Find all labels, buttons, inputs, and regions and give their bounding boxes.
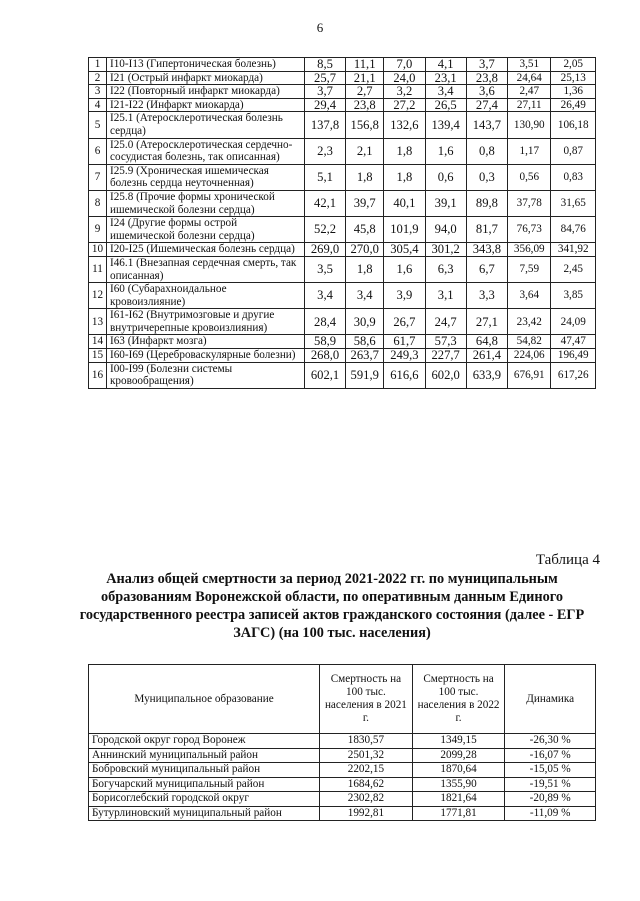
value-cell: 28,4	[304, 309, 345, 335]
value-cell: 3,4	[304, 283, 345, 309]
value-cell: 305,4	[384, 243, 425, 257]
value-cell: 1,17	[508, 138, 551, 164]
table-row	[89, 362, 596, 388]
value-cell: 3,7	[466, 58, 507, 72]
row-number: 13	[89, 309, 107, 335]
value-cell: 156,8	[346, 112, 384, 138]
value-cell: 81,7	[466, 217, 507, 243]
value-cell: 143,7	[466, 112, 507, 138]
row-number: 6	[89, 138, 107, 164]
table-row	[89, 138, 596, 164]
cause-name: I25.9 (Хроническая ишемическая болезнь сердца неуточненная)	[106, 164, 304, 190]
value-cell: 2,05	[551, 58, 596, 72]
value-cell: 3,1	[425, 283, 466, 309]
value-cell: 263,7	[346, 349, 384, 363]
row-number: 7	[89, 164, 107, 190]
value-cell: 27,4	[466, 98, 507, 112]
value-cell: 6,3	[425, 256, 466, 282]
value-cell: 21,1	[346, 71, 384, 85]
mortality-2021: 1992,81	[320, 806, 413, 821]
cause-name: I24 (Другие формы острой ишемической болезни сердца)	[106, 217, 304, 243]
cause-name: I25.8 (Прочие формы хронической ишемической болезни сердца)	[106, 190, 304, 216]
value-cell: 132,6	[384, 112, 425, 138]
table-row	[89, 763, 596, 778]
value-cell: 37,78	[508, 190, 551, 216]
value-cell: 268,0	[304, 349, 345, 363]
value-cell: 26,7	[384, 309, 425, 335]
table-row	[89, 71, 596, 85]
table-header-row	[89, 665, 596, 734]
value-cell: 23,1	[425, 71, 466, 85]
table-row	[89, 85, 596, 99]
value-cell: 24,64	[508, 71, 551, 85]
value-cell: 26,49	[551, 98, 596, 112]
mortality-2022: 1821,64	[412, 792, 505, 807]
value-cell: 0,8	[466, 138, 507, 164]
row-number: 16	[89, 362, 107, 388]
row-number: 5	[89, 112, 107, 138]
cause-name: I10-I13 (Гипертоническая болезнь)	[106, 58, 304, 72]
cause-name: I60 (Субарахноидальное кровоизлияние)	[106, 283, 304, 309]
dynamics: -20,89 %	[505, 792, 596, 807]
value-cell: 26,5	[425, 98, 466, 112]
value-cell: 3,6	[466, 85, 507, 99]
value-cell: 94,0	[425, 217, 466, 243]
cause-name: I63 (Инфаркт мозга)	[106, 335, 304, 349]
value-cell: 602,0	[425, 362, 466, 388]
value-cell: 1,8	[384, 164, 425, 190]
value-cell: 1,36	[551, 85, 596, 99]
table-row	[89, 112, 596, 138]
value-cell: 3,5	[304, 256, 345, 282]
row-number: 12	[89, 283, 107, 309]
dynamics: -26,30 %	[505, 734, 596, 749]
value-cell: 0,56	[508, 164, 551, 190]
table-row	[89, 349, 596, 363]
value-cell: 8,5	[304, 58, 345, 72]
value-cell: 356,09	[508, 243, 551, 257]
mortality-2021: 2501,32	[320, 748, 413, 763]
header-municipality: Муниципальное образование	[89, 665, 320, 734]
value-cell: 76,73	[508, 217, 551, 243]
value-cell: 101,9	[384, 217, 425, 243]
cause-name: I21 (Острый инфаркт миокарда)	[106, 71, 304, 85]
value-cell: 3,7	[304, 85, 345, 99]
value-cell: 2,7	[346, 85, 384, 99]
value-cell: 0,83	[551, 164, 596, 190]
value-cell: 27,1	[466, 309, 507, 335]
value-cell: 0,87	[551, 138, 596, 164]
header-mortality-2022: Смертность на 100 тыс. населения в 2022 г.	[412, 665, 505, 734]
dynamics: -15,05 %	[505, 763, 596, 778]
value-cell: 676,91	[508, 362, 551, 388]
value-cell: 1,8	[346, 256, 384, 282]
value-cell: 2,45	[551, 256, 596, 282]
cause-name: I25.1 (Атеросклеротическая болезнь сердца)	[106, 112, 304, 138]
value-cell: 3,64	[508, 283, 551, 309]
value-cell: 24,09	[551, 309, 596, 335]
row-number: 2	[89, 71, 107, 85]
table-label: Таблица 4	[535, 552, 600, 568]
mortality-2021: 2202,15	[320, 763, 413, 778]
table-title: Анализ общей смертности за период 2021-2022 гг. по муниципальным образованиям Воронежской области, по оперативным данным Единого государственного реестра записей актов гражданского состояния (далее - ЕГР ЗАГС) (на 100 тыс. населения)	[79, 571, 585, 641]
value-cell: 0,6	[425, 164, 466, 190]
value-cell: 25,7	[304, 71, 345, 85]
value-cell: 249,3	[384, 349, 425, 363]
value-cell: 61,7	[384, 335, 425, 349]
value-cell: 2,3	[304, 138, 345, 164]
table-row	[89, 283, 596, 309]
value-cell: 2,47	[508, 85, 551, 99]
value-cell: 25,13	[551, 71, 596, 85]
value-cell: 227,7	[425, 349, 466, 363]
value-cell: 106,18	[551, 112, 596, 138]
value-cell: 23,42	[508, 309, 551, 335]
value-cell: 1,8	[346, 164, 384, 190]
value-cell: 3,4	[425, 85, 466, 99]
value-cell: 29,4	[304, 98, 345, 112]
value-cell: 54,82	[508, 335, 551, 349]
value-cell: 27,11	[508, 98, 551, 112]
value-cell: 270,0	[346, 243, 384, 257]
value-cell: 89,8	[466, 190, 507, 216]
value-cell: 24,7	[425, 309, 466, 335]
value-cell: 58,6	[346, 335, 384, 349]
row-number: 4	[89, 98, 107, 112]
municipality-name: Бутурлиновский муниципальный район	[89, 806, 320, 821]
municipality-name: Борисоглебский городской округ	[89, 792, 320, 807]
value-cell: 261,4	[466, 349, 507, 363]
dynamics: -19,51 %	[505, 777, 596, 792]
value-cell: 11,1	[346, 58, 384, 72]
value-cell: 64,8	[466, 335, 507, 349]
table-row	[89, 217, 596, 243]
table-row	[89, 309, 596, 335]
value-cell: 633,9	[466, 362, 507, 388]
table-row	[89, 243, 596, 257]
value-cell: 84,76	[551, 217, 596, 243]
municipal-mortality-table	[88, 664, 596, 821]
value-cell: 39,7	[346, 190, 384, 216]
row-number: 15	[89, 349, 107, 363]
mortality-2022: 1349,15	[412, 734, 505, 749]
value-cell: 39,1	[425, 190, 466, 216]
value-cell: 616,6	[384, 362, 425, 388]
row-number: 1	[89, 58, 107, 72]
dynamics: -11,09 %	[505, 806, 596, 821]
value-cell: 343,8	[466, 243, 507, 257]
value-cell: 40,1	[384, 190, 425, 216]
table-row	[89, 58, 596, 72]
table-row	[89, 98, 596, 112]
mortality-2021: 1830,57	[320, 734, 413, 749]
value-cell: 617,26	[551, 362, 596, 388]
value-cell: 24,0	[384, 71, 425, 85]
value-cell: 23,8	[466, 71, 507, 85]
mortality-2022: 1870,64	[412, 763, 505, 778]
dynamics: -16,07 %	[505, 748, 596, 763]
value-cell: 2,1	[346, 138, 384, 164]
row-number: 3	[89, 85, 107, 99]
value-cell: 1,8	[384, 138, 425, 164]
row-number: 8	[89, 190, 107, 216]
value-cell: 5,1	[304, 164, 345, 190]
table-row	[89, 777, 596, 792]
mortality-by-cause-table	[88, 57, 596, 389]
value-cell: 1,6	[425, 138, 466, 164]
cause-name: I61-I62 (Внутримозговые и другие внутричерепные кровоизлияния)	[106, 309, 304, 335]
table-row	[89, 806, 596, 821]
header-mortality-2021: Смертность на 100 тыс. населения в 2021 г.	[320, 665, 413, 734]
value-cell: 3,2	[384, 85, 425, 99]
mortality-2022: 1355,90	[412, 777, 505, 792]
row-number: 11	[89, 256, 107, 282]
value-cell: 58,9	[304, 335, 345, 349]
municipality-name: Богучарский муниципальный район	[89, 777, 320, 792]
value-cell: 0,3	[466, 164, 507, 190]
cause-name: I22 (Повторный инфаркт миокарда)	[106, 85, 304, 99]
value-cell: 139,4	[425, 112, 466, 138]
cause-name: I20-I25 (Ишемическая болезнь сердца)	[106, 243, 304, 257]
table-row	[89, 734, 596, 749]
value-cell: 23,8	[346, 98, 384, 112]
value-cell: 224,06	[508, 349, 551, 363]
value-cell: 30,9	[346, 309, 384, 335]
value-cell: 7,0	[384, 58, 425, 72]
municipality-name: Городской округ город Воронеж	[89, 734, 320, 749]
table-row	[89, 256, 596, 282]
mortality-2022: 1771,81	[412, 806, 505, 821]
value-cell: 3,51	[508, 58, 551, 72]
header-dynamics: Динамика	[505, 665, 596, 734]
municipality-name: Аннинский муниципальный район	[89, 748, 320, 763]
cause-name: I25.0 (Атеросклеротическая сердечно-сосудистая болезнь, так описанная)	[106, 138, 304, 164]
mortality-2022: 2099,28	[412, 748, 505, 763]
value-cell: 3,9	[384, 283, 425, 309]
value-cell: 341,92	[551, 243, 596, 257]
value-cell: 301,2	[425, 243, 466, 257]
value-cell: 130,90	[508, 112, 551, 138]
cause-name: I00-I99 (Болезни системы кровообращения)	[106, 362, 304, 388]
value-cell: 137,8	[304, 112, 345, 138]
value-cell: 591,9	[346, 362, 384, 388]
value-cell: 52,2	[304, 217, 345, 243]
value-cell: 42,1	[304, 190, 345, 216]
value-cell: 57,3	[425, 335, 466, 349]
table-row	[89, 164, 596, 190]
cause-name: I46.1 (Внезапная сердечная смерть, так описанная)	[106, 256, 304, 282]
value-cell: 45,8	[346, 217, 384, 243]
value-cell: 31,65	[551, 190, 596, 216]
value-cell: 3,3	[466, 283, 507, 309]
cause-name: I60-I69 (Цереброваскулярные болезни)	[106, 349, 304, 363]
table-row	[89, 792, 596, 807]
row-number: 9	[89, 217, 107, 243]
table-row	[89, 335, 596, 349]
value-cell: 27,2	[384, 98, 425, 112]
value-cell: 7,59	[508, 256, 551, 282]
table-row	[89, 190, 596, 216]
municipality-name: Бобровский муниципальный район	[89, 763, 320, 778]
table-row	[89, 748, 596, 763]
mortality-2021: 2302,82	[320, 792, 413, 807]
row-number: 14	[89, 335, 107, 349]
value-cell: 6,7	[466, 256, 507, 282]
value-cell: 602,1	[304, 362, 345, 388]
row-number: 10	[89, 243, 107, 257]
value-cell: 3,4	[346, 283, 384, 309]
value-cell: 269,0	[304, 243, 345, 257]
value-cell: 3,85	[551, 283, 596, 309]
mortality-2021: 1684,62	[320, 777, 413, 792]
value-cell: 1,6	[384, 256, 425, 282]
value-cell: 47,47	[551, 335, 596, 349]
page-number: 6	[316, 20, 324, 35]
value-cell: 4,1	[425, 58, 466, 72]
cause-name: I21-I22 (Инфаркт миокарда)	[106, 98, 304, 112]
value-cell: 196,49	[551, 349, 596, 363]
